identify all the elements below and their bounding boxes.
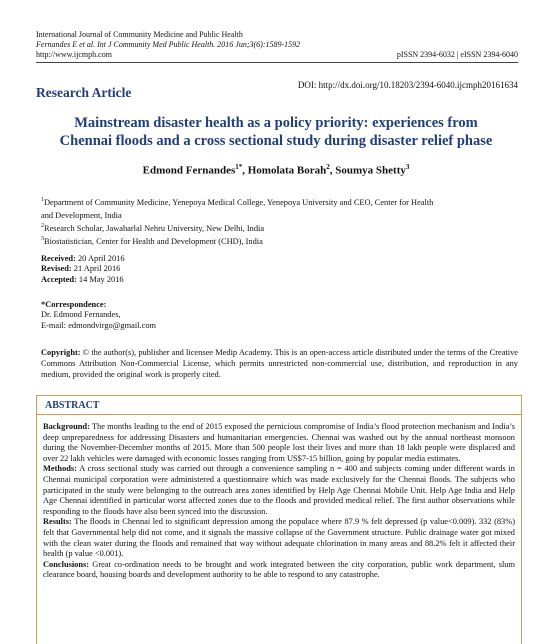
correspondence-label: *Correspondence: — [41, 300, 107, 309]
affiliation-line: $^1$Department of Community Medicine, Yenepoya Medical College, Yenepoya University and CEO, Center for Health — [41, 197, 434, 207]
author-list: Edmond Fernandes$^{1*}$, Homolata Borah$^2$, Soumya Shetty$^3$ — [142, 163, 410, 177]
article-title — [20, 114, 532, 150]
author-1-name: Edmond Fernandes — [142, 164, 236, 177]
author-1-affiliation: 1 — [235, 163, 239, 171]
header-rule — [36, 62, 518, 63]
abstract-background: Background: The months leading to the end of 2015 exposed the pernicious compromise of India’s flood protection mechanism and India’s deep unpreparedness for addressing Disasters and humanitarian emergencies. Chennai was washed out by the annual northeast monsoon during the November-December months of 2015. More than 500 people lost their lives and more than 18 lakh people were displaced and over 22 lakh vehicles were damaged with economic losses ranging from US$7-15 billion, going by popular media estimates. — [43, 422, 515, 463]
title-line-2: Chennai floods and a cross sectional study during disaster relief phase — [59, 133, 493, 149]
title-line-1: Mainstream disaster health as a policy priority: experiences from — [74, 115, 478, 131]
corresponding-mark: * — [238, 163, 243, 171]
copyright-label: Copyright: — [41, 348, 81, 357]
received-date: Received: 20 April 2016 — [41, 254, 125, 263]
author-3-name: Soumya Shetty — [335, 164, 406, 177]
affiliation-line: $^2$Research Scholar, Jawaharlal Nehru University, New Delhi, India — [41, 223, 265, 233]
correspondence — [41, 300, 518, 331]
correspondence-email[interactable]: E-mail: edmondvirgo@gmail.com — [41, 320, 157, 330]
journal-name: International Journal of Community Medicine and Public Health — [36, 30, 243, 39]
article-dates — [41, 254, 518, 285]
author-2-affiliation: 2 — [326, 163, 330, 171]
citation-line: Fernandes E et al. Int J Community Med Public Health. 2016 Jun;3(6):1589-1592 — [36, 40, 301, 49]
affiliation-line: and Development, India — [41, 210, 122, 220]
abstract-conclusions: Conclusions: Great co-ordination needs to be brought and work integrated between the city corporation, public work department, slum clearance board, housing boards and development authority to be able to respond to any catastrophe. — [43, 559, 515, 580]
abstract-results: Results: The floods in Chennai led to significant depression among the populace where 87.9 % felt depressed (p value<0.009). 332 (83%) felt that Governmental help did not come, and it signals the massive collapse of the Government structure. Public drainage water got mixed with the clean water during the floods and remained that way without adequate chlorination in many areas and 88.2% felt it affected their health (p value <0.001). — [43, 517, 515, 559]
copyright-notice — [41, 347, 518, 380]
abstract-divider — [37, 414, 521, 415]
section-label: Research Article — [36, 85, 132, 100]
abstract-body — [43, 422, 515, 581]
copyright-text: © the author(s), publisher and licensee Medip Academy. This is an open-access article distributed under the terms of the Creative Commons Attribution Non-Commercial License, which permits unrestricted non-commercial use, distribution, and reproduction in any medium, provided the original work is properly cited. — [41, 348, 518, 379]
doi-link[interactable]: DOI: http://dx.doi.org/10.18203/2394-6040.ijcmph20161634 — [297, 80, 518, 90]
abstract-heading: ABSTRACT — [45, 400, 100, 411]
abstract-box — [36, 395, 522, 644]
author-2-name: Homolata Borah — [247, 164, 327, 177]
author-3-affiliation: 3 — [405, 163, 410, 171]
accepted-date: Accepted: 14 May 2016 — [41, 274, 124, 284]
issn-line: pISSN 2394-6032 | eISSN 2394-6040 — [396, 50, 518, 59]
affiliation-line: $^3$Biostatistician, Center for Health and Development (CHD), India — [41, 236, 263, 247]
correspondence-name: Dr. Edmond Fernandes, — [41, 310, 121, 320]
abstract-methods: Methods: A cross sectional study was carried out through a convenience sampling n = 400 and subjects coming under different wards in Chennai municipal corporation were administered a questionnaire which was made exclusively for the Chennai floods. The subjects who participated in the study were belonging to the outreach area zones identified by Help Age Chennai Mobile Unit. Help Age India and Help Age Chennai identified in particular worst affected zones due to the floods and provided medical relief. The first author observations while responding to the floods have also been synced into the discussion. — [43, 464, 515, 516]
affiliations — [41, 195, 518, 247]
journal-website-link[interactable]: http://www.ijcmph.com — [36, 50, 112, 59]
revised-date: Revised: 21 April 2016 — [41, 264, 121, 274]
